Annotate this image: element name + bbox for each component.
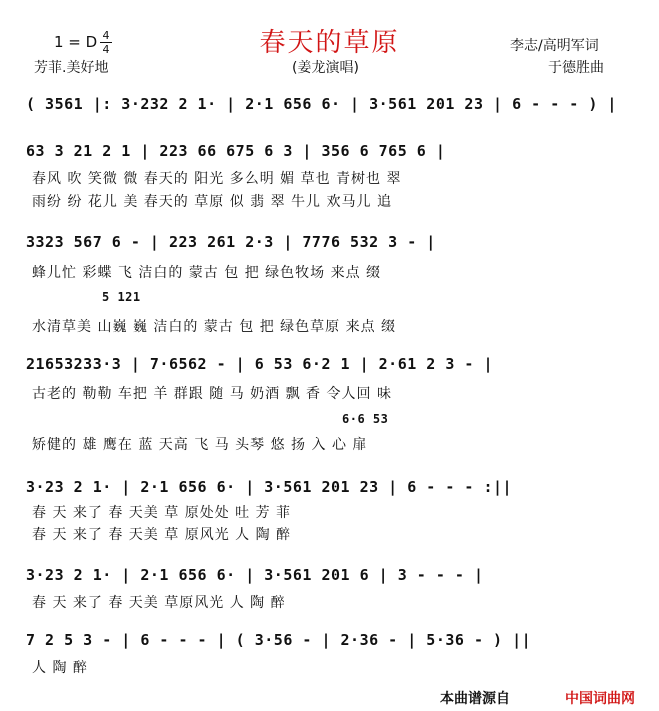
time-signature	[100, 30, 112, 55]
lyrics-line-2a: 春风 吹 笑微 微 春天的 阳光 多么明 媚 草也 青树也 翠	[32, 171, 402, 187]
performer: (姜龙演唱)	[292, 60, 359, 76]
lyrics-line-3b: 水清草美 山巍 巍 洁白的 蒙古 包 把 绿色草原 来点 缀	[32, 319, 397, 335]
score-line-6: 3·23 2 1· | 2·1 656 6· | 3·561 201 6 | 3 - - - |	[26, 566, 484, 584]
song-title: 春天的草原	[259, 28, 400, 58]
lyrics-line-4b: 矫健的 雄 鹰在 蓝 天高 飞 马 头琴 悠 扬 入 心 扉	[32, 437, 368, 453]
lyrics-line-5b: 春 天 来了 春 天美 草 原风光 人 陶 醉	[32, 527, 292, 543]
source-label: 本曲谱源自	[440, 691, 510, 707]
time-sig-top: 4	[102, 29, 110, 42]
score-line-5: 3·23 2 1· | 2·1 656 6· | 3·561 201 23 | 6 - - - :||	[26, 478, 513, 496]
lyrics-line-2b: 雨纷 纷 花儿 美 春天的 草原 似 翡 翠 牛儿 欢马儿 追	[32, 194, 392, 210]
site-name-link[interactable]: 中国词曲网	[565, 691, 635, 707]
score-line-7: 7 2 5 3 - | 6 - - - | ( 3·56 - | 2·36 - | 5·36 - ) ||	[26, 631, 532, 649]
score-variant-small-1: 5 121	[102, 290, 141, 304]
composer: 于德胜曲	[548, 60, 604, 76]
lyrics-line-5a: 春 天 来了 春 天美 草 原处处 吐 芳 菲	[32, 505, 292, 521]
key-signature: 1 = D	[54, 33, 98, 51]
lyrics-line-4a: 古老的 勒勒 车把 羊 群跟 随 马 奶酒 飘 香 令人回 味	[32, 386, 392, 402]
tempo-marking: 芳菲.美好地	[34, 60, 109, 76]
lyrics-line-6a: 春 天 来了 春 天美 草原风光 人 陶 醉	[32, 595, 286, 611]
score-line-2: 63 3 21 2 1 | 223 66 675 6 3 | 356 6 765 6 |	[26, 142, 446, 160]
score-line-1: ( 3561 |: 3·232 2 1· | 2·1 656 6· | 3·561 201 23 | 6 - - - ) |	[26, 95, 617, 113]
lyrics-line-7a: 人 陶 醉	[32, 660, 88, 676]
lyricist: 李志/高明军词	[510, 38, 599, 54]
time-sig-bottom: 4	[102, 43, 110, 56]
score-variant-small-2: 6·6 53	[342, 412, 389, 426]
score-line-3: 3323 567 6 - | 223 261 2·3 | 7776 532 3 - |	[26, 233, 436, 251]
lyrics-line-3a: 蜂儿忙 彩蝶 飞 洁白的 蒙古 包 把 绿色牧场 来点 缀	[32, 265, 382, 281]
score-line-4: 21653233·3 | 7·6562 - | 6 53 6·2 1 | 2·61 2 3 - |	[26, 355, 494, 373]
